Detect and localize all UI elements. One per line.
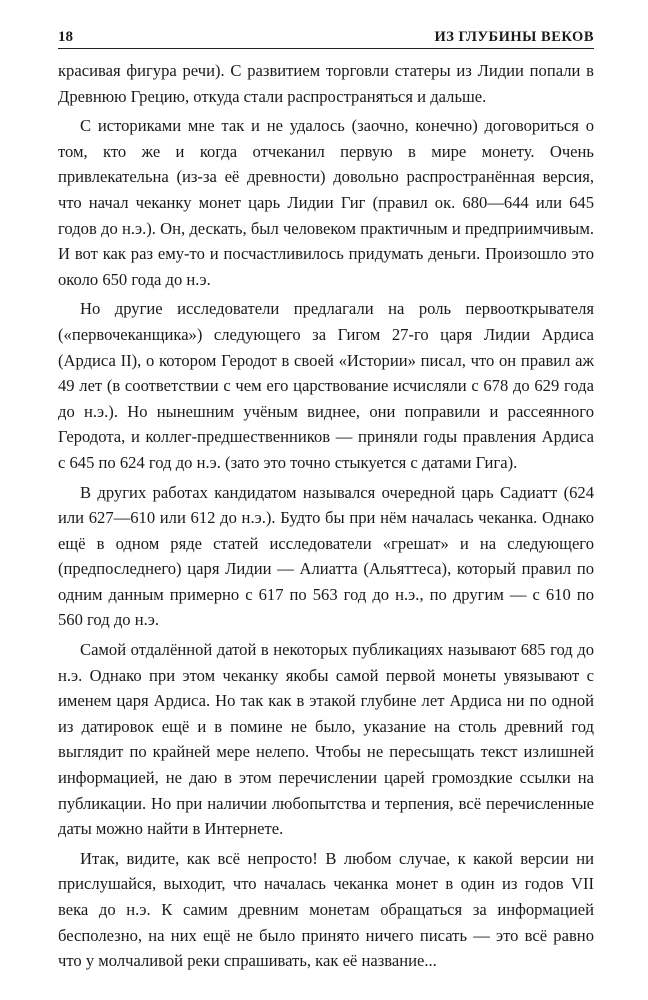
paragraph: В других работах кандидатом назывался очередной царь Садиатт (624 или 627—610 или 612 до н.э.). Будто бы при нём началась чеканка. Однако ещё в одном ряде статей исследователи «грешат» и на следующего (предпоследнего) царя Лидии — Алиатта (Альяттеса), который правил по одним данным примерно с 617 по 563 год до н.э., по другим — с 610 по 560 год до н.э. bbox=[58, 482, 594, 630]
paragraph: С историками мне так и не удалось (заочно, конечно) договориться о том, кто же и когда отчеканил первую в мире монету. Очень привлекательна (из-за её древности) довольно распространённая версия, что начал чеканку монет царь Лидии Гиг (правил ок. 680—644 или 645 годов до н.э.). Он, дескать, был человеком практичным и предприимчивым. И вот как раз ему-то и посчастливилось придумать деньги. Произошло это около 650 года до н.э. bbox=[58, 116, 594, 289]
paragraph: красивая фигура речи). С развитием торговли статеры из Лидии попали в Древнюю Грецию, откуда стали распространяться и дальше. bbox=[58, 61, 594, 106]
running-header bbox=[58, 24, 594, 49]
paragraph: Итак, видите, как всё непросто! В любом случае, к какой версии ни прислушайся, выходит, что началась чеканка монет в один из годов VII века до н.э. К самим древним монетам обращаться за информацией бесполезно, на них ещё не было принято ничего писать — это всё равно что у молчаливой реки спрашивать, как её название... bbox=[58, 848, 594, 971]
page-number: 18 bbox=[58, 29, 73, 45]
running-title: ИЗ ГЛУБИНЫ ВЕКОВ bbox=[434, 29, 594, 45]
paragraph: Но другие исследователи предлагали на роль первооткрывателя («первочеканщика») следующего за Гигом 27-го царя Лидии Ардиса (Ардиса II), о котором Геродот в своей «Истории» писал, что он правил аж 49 лет (в соответствии с чем его царствование исчисляли с 678 до 629 года до н.э.). Но нынешним учёным виднее, они поправили и рассеянного Геродота, и коллег-предшественников — приняли годы правления Ардиса с 645 по 624 год до н.э. (зато это точно стыкуется с датами Гига). bbox=[58, 299, 594, 472]
paragraph: Самой отдалённой датой в некоторых публикациях называют 685 год до н.э. Однако при этом чеканку якобы самой первой монеты увязывают с именем царя Ардиса. Но так как в этакой глубине лет Ардиса ни по одной из датировок ещё и в помине не было, указание на столь древний год выглядит по крайней мере нелепо. Чтобы не пересыщать текст излишней информацией, не даю в этом перечислении царей громоздкие ссылки на публикации. Но при наличии любопытства и терпения, всё перечисленные даты можно найти в Интернете. bbox=[58, 640, 594, 839]
body-text bbox=[58, 58, 594, 978]
